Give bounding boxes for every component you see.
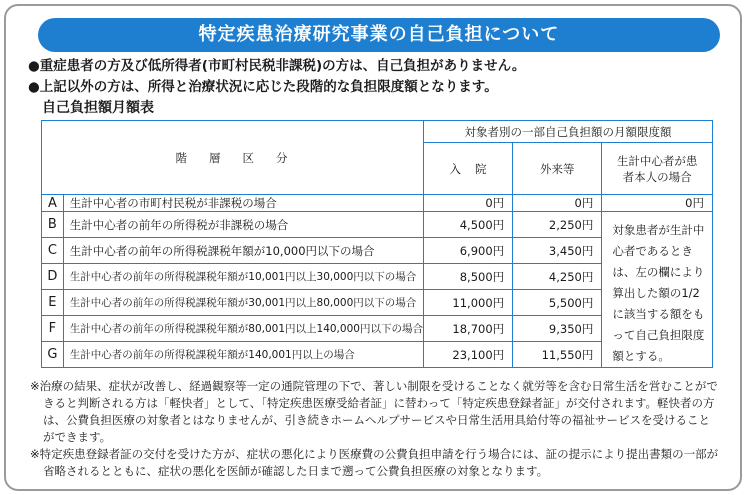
row-inpatient: 23,100円 (423, 342, 512, 368)
row-outpatient: 5,500円 (513, 290, 602, 316)
table-row (42, 212, 713, 238)
row-inpatient: 0円 (423, 195, 512, 212)
row-letter: B (42, 212, 64, 238)
row-letter: F (42, 316, 64, 342)
burden-table (41, 120, 713, 368)
footnote-remission: ※治療の結果、症状が改善し、経過観察等一定の通院管理の下で、著しい制限を受けることなく就労等を含む日常生活を営むことができると判断される方は「軽快者」として、「特定疾患医療受給者証」に替わって「特定疾患登録者証」が交付されます。軽快者の方は、公費負担医療の対象者とはなりませんが、引き続きホームヘルプサービスや日常生活用具給付等の福祉サービスを受けることができます。 (30, 379, 718, 444)
row-letter: G (42, 342, 64, 368)
row-inpatient: 6,900円 (423, 238, 512, 264)
page-title: 特定疾患治療研究事業の自己負担について (38, 18, 720, 52)
header-grade: 階層区分 (42, 121, 424, 195)
row-letter: C (42, 238, 64, 264)
footnote-registration: ※特定疾患登録者証の交付を受けた方が、症状の悪化により医療費の公費負担申請を行う場合には、証の提示により提出書類の一部が省略されるとともに、症状の悪化を医師が確認した日まで遡って公費負担医療の対象となります。 (30, 447, 719, 478)
row-letter: E (42, 290, 64, 316)
table-row (42, 195, 713, 212)
row-outpatient: 3,450円 (513, 238, 602, 264)
header-inpatient: 入院 (423, 143, 512, 195)
footnotes (30, 378, 720, 480)
row-outpatient: 0円 (513, 195, 602, 212)
bullet-exempt: ●重症患者の方及び低所得者(市町村民税非課税)の方は、自己負担がありません。 (28, 58, 526, 74)
row-inpatient: 4,500円 (423, 212, 512, 238)
table-title: 自己負担額月額表 (42, 100, 154, 116)
row-desc: 生計中心者の前年の所得税課税年額が140,001円以上の場合 (63, 342, 423, 368)
row-desc: 生計中心者の前年の所得税が非課税の場合 (63, 212, 423, 238)
main-earner-note: 対象患者が生計中心者であるときは、左の欄により算出した額の1/2に該当する額をもって自己負担限度額とする。 (602, 212, 713, 368)
row-desc: 生計中心者の前年の所得税課税年額が80,001円以上140,000円以下の場合 (63, 316, 423, 342)
row-letter: D (42, 264, 64, 290)
header-outpatient: 外来等 (513, 143, 602, 195)
bullet-graded: ●上記以外の方は、所得と治療状況に応じた段階的な負担限度額となります。 (28, 79, 498, 95)
row-outpatient: 2,250円 (513, 212, 602, 238)
row-letter: A (42, 195, 64, 212)
header-main: 対象者別の一部自己負担額の月額限度額 (423, 121, 712, 143)
header-row-1 (42, 121, 713, 143)
row-inpatient: 8,500円 (423, 264, 512, 290)
row-outpatient: 4,250円 (513, 264, 602, 290)
row-outpatient: 11,550円 (513, 342, 602, 368)
row-inpatient: 11,000円 (423, 290, 512, 316)
row-inpatient: 18,700円 (423, 316, 512, 342)
header-main-earner: 生計中心者が患者本人の場合 (602, 143, 713, 195)
row-desc: 生計中心者の前年の所得税課税年額が10,001円以上30,000円以下の場合 (63, 264, 423, 290)
row-desc: 生計中心者の前年の所得税課税年額が30,001円以上80,000円以下の場合 (63, 290, 423, 316)
main-earner-zero: 0円 (602, 195, 713, 212)
row-desc: 生計中心者の前年の所得税課税年額が10,000円以下の場合 (63, 238, 423, 264)
row-desc: 生計中心者の市町村民税が非課税の場合 (63, 195, 423, 212)
row-outpatient: 9,350円 (513, 316, 602, 342)
